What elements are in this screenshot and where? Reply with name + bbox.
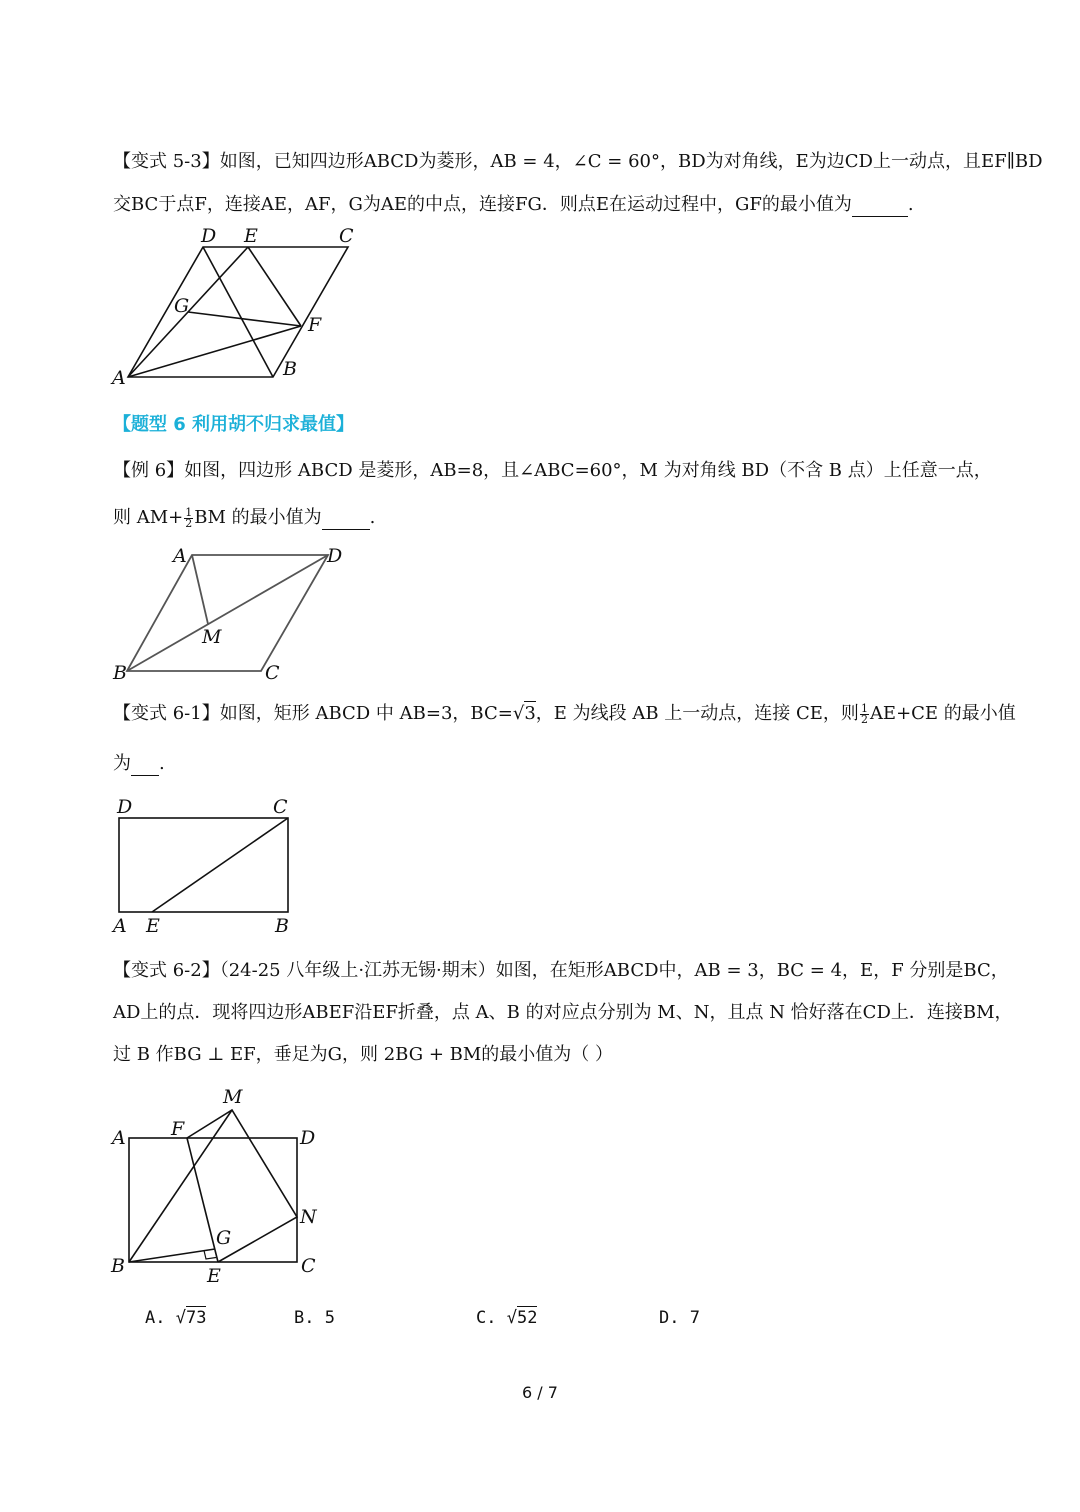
choice-a[interactable]: A. √73 [145, 1308, 207, 1328]
page-number: 6 / 7 [522, 1383, 558, 1402]
label-f: F [308, 314, 322, 336]
ex6-line-2 [113, 506, 375, 530]
label-e: E [146, 915, 160, 937]
label-d: D [300, 1127, 316, 1149]
right-angle-mark [204, 1251, 216, 1260]
segment-ef [248, 247, 301, 326]
segment-ce [152, 818, 288, 912]
label-a: A [112, 1127, 126, 1149]
period: . [369, 507, 376, 528]
answer-blank [322, 511, 370, 530]
fraction-half: $\frac{1}{2}$ [185, 505, 193, 530]
section-heading: 【题型 6 利用胡不归求最值】 [113, 414, 355, 435]
ex6-text-2a: 则 AM+ [113, 507, 184, 528]
diagonal-bd [127, 555, 328, 671]
q61-line-1: 【变式 6-1】如图，矩形 ABCD 中 AB=3，BC=√3，E 为线段 AB 上一动点，连接 CE，则 $\frac{1}{2}$ AE+CE 的最小值 [113, 701, 1016, 726]
choice-b[interactable]: B. 5 [294, 1308, 335, 1328]
q61-text-1a: 如图，矩形 ABCD 中 AB=3，BC= [219, 703, 513, 724]
label-e: E [244, 225, 258, 247]
q61-rectangle-figure [105, 790, 305, 940]
segment-bg [129, 1249, 215, 1262]
q61-text-1b: ，E 为线段 AB 上一动点，连接 CE，则 [535, 703, 859, 724]
label-m: M [223, 1086, 243, 1108]
q62-line-3 [113, 1043, 613, 1067]
q62-text-2: AD上的点．现将四边形ABEF沿EF折叠，点 A、B 的对应点分别为 M、N，且点 N 恰好落在CD上．连接BM， [113, 1002, 1013, 1023]
q53-rhombus-figure [105, 222, 375, 392]
label-m: M [202, 626, 222, 648]
label-b: B [283, 358, 297, 380]
ex6-text-1: 如图，四边形 ABCD 是菱形，AB=8，且∠ABC=60°，M 为对角线 BD（不含 B 点）上任意一点， [184, 460, 992, 481]
q53-line-1 [113, 150, 1043, 174]
ex6-rhombus-figure [105, 540, 355, 685]
label-c: C [265, 662, 280, 684]
q62-line-2 [113, 1001, 1013, 1025]
answer-blank [852, 198, 908, 217]
label-d: D [117, 796, 133, 818]
label-g: G [174, 295, 190, 317]
ex6-line-1 [113, 459, 992, 483]
q62-tag: 【变式 6-2】 [113, 960, 220, 981]
q61-text-2: 为 [113, 753, 131, 774]
label-g: G [216, 1227, 232, 1249]
q62-text-3: 过 B 作BG ⊥ EF，垂足为G，则 2BG + BM的最小值为（ ） [113, 1044, 614, 1065]
q53-tag: 【变式 5-3】 [113, 151, 220, 172]
label-c: C [339, 225, 354, 247]
q53-text-1: 如图，已知四边形ABCD为菱形，AB = 4，∠C = 60°，BD为对角线，E为边CD上一动点，且EF∥BD [219, 151, 1043, 172]
segment-am [192, 555, 208, 624]
label-n: N [300, 1206, 317, 1228]
choice-d[interactable]: D. 7 [659, 1308, 700, 1328]
rectangle-outline [119, 818, 288, 912]
answer-blank [131, 757, 159, 776]
label-a: A [112, 367, 126, 389]
period: . [907, 194, 914, 215]
label-b: B [275, 915, 289, 937]
sqrt-value: 3 [524, 703, 536, 724]
fraction-half: $\frac{1}{2}$ [860, 701, 868, 726]
q61-line-2 [113, 752, 165, 776]
label-b: B [111, 1255, 125, 1277]
label-c: C [301, 1255, 316, 1277]
segment-af [128, 326, 301, 377]
q62-line-1 [113, 959, 1009, 983]
label-b: B [113, 662, 127, 684]
diagonal-bd [203, 247, 273, 377]
period: . [159, 753, 165, 774]
q53-line-2 [113, 193, 914, 217]
label-a: A [173, 545, 187, 567]
label-d: D [327, 545, 343, 567]
label-c: C [273, 796, 288, 818]
folded-quadrilateral [187, 1110, 297, 1262]
fold-line-ef [187, 1138, 218, 1262]
choice-c[interactable]: C. √52 [476, 1308, 538, 1328]
q61-text-1c: AE+CE 的最小值 [869, 703, 1016, 724]
q62-text-1: （24-25 八年级上·江苏无锡·期末）如图，在矩形ABCD中，AB = 3，BC = 4，E，F 分别是BC， [219, 960, 1009, 981]
label-a: A [113, 915, 127, 937]
label-e: E [207, 1265, 221, 1287]
ex6-text-2b: BM 的最小值为 [194, 507, 322, 528]
ex6-tag: 【例 6】 [113, 460, 185, 481]
label-f: F [171, 1118, 185, 1140]
q62-fold-figure [105, 1082, 335, 1292]
label-d: D [201, 225, 217, 247]
q53-text-2: 交BC于点F，连接AE，AF，G为AE的中点，连接FG．则点E在运动过程中，GF的最小值为 [113, 194, 852, 215]
q61-tag: 【变式 6-1】 [113, 703, 220, 724]
